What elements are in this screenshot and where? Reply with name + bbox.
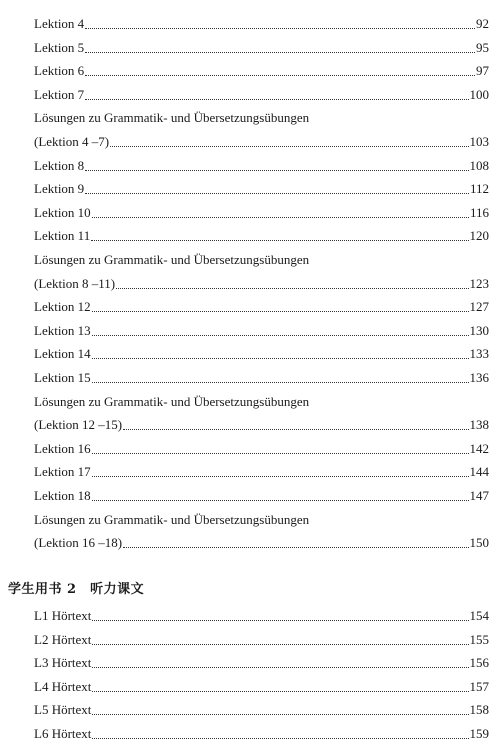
toc-entry-page-number: 123 [469, 275, 489, 291]
toc-entry-label: (Lektion 16 –18) [34, 535, 123, 551]
toc-entry-label: Lektion 11 [34, 228, 91, 244]
toc-entry[interactable] [34, 293, 489, 315]
toc-entry-label: Lektion 10 [34, 204, 91, 220]
toc-entry-label: Lektion 18 [34, 488, 91, 503]
toc-entry-label: Lektion 6 [34, 63, 85, 79]
dot-leader [92, 620, 468, 621]
toc-entry[interactable] [34, 81, 489, 103]
toc-entry-page-number: 150 [469, 535, 489, 551]
dot-leader [91, 240, 468, 241]
dot-leader [92, 500, 469, 501]
toc-entry-page-number: 144 [469, 464, 489, 480]
toc-entry-page-number: 147 [469, 488, 489, 503]
toc-entry[interactable] [34, 222, 489, 244]
dot-leader [123, 429, 468, 430]
dot-leader [92, 217, 469, 218]
toc-entry-page-number: 133 [469, 346, 489, 362]
toc-entry[interactable] [34, 152, 489, 174]
toc-entry[interactable] [34, 128, 489, 150]
dot-leader [92, 358, 469, 359]
toc-entry[interactable] [34, 720, 489, 742]
dot-leader [92, 476, 469, 477]
toc-entry-label: Lektion 4 [34, 16, 85, 31]
section-heading: 学生用书 2 听力课文 [8, 582, 145, 597]
toc-entry-page-number: 95 [476, 39, 489, 55]
dot-leader [85, 170, 468, 171]
toc-entry-page-number: 108 [469, 157, 489, 173]
toc-entry-page-number: 158 [469, 702, 489, 718]
toc-entry-label: Lektion 14 [34, 346, 91, 362]
toc-entry-label: Lösungen zu Grammatik- und Übersetzungsübungen [34, 252, 310, 267]
toc-entry-label: L1 Hörtext [34, 608, 92, 623]
toc-entry-label: Lektion 17 [34, 464, 91, 480]
toc-entry[interactable] [34, 696, 489, 718]
toc-entry[interactable] [34, 317, 489, 339]
dot-leader [92, 691, 468, 692]
dot-leader [92, 311, 469, 312]
dot-leader [92, 644, 468, 645]
dot-leader [85, 75, 475, 76]
dot-leader [92, 382, 469, 383]
dot-leader [85, 99, 468, 100]
toc-entry-label: L6 Hörtext [34, 726, 92, 741]
toc-entry-page-number: 112 [469, 181, 489, 197]
toc-entry-page-number: 120 [469, 228, 489, 244]
toc-entry[interactable] [34, 602, 489, 624]
toc-entry-page-number: 142 [469, 440, 489, 456]
toc-entry-label: Lektion 9 [34, 181, 85, 197]
toc-entry-page-number: 155 [469, 631, 489, 647]
toc-entry-label: Lektion 5 [34, 39, 85, 55]
toc-entry-label: Lösungen zu Grammatik- und Übersetzungsübungen [34, 393, 310, 409]
toc-entry-label: Lektion 8 [34, 157, 85, 173]
dot-leader [85, 28, 475, 29]
toc-entry-page-number: 100 [469, 86, 489, 102]
toc-entry-page-number: 92 [476, 16, 489, 31]
toc-entry-page-number: 136 [469, 370, 489, 385]
toc-entry[interactable] [34, 529, 489, 551]
toc-entry-label: (Lektion 8 –11) [34, 275, 116, 291]
toc-entry[interactable] [34, 626, 489, 648]
toc-entry[interactable] [34, 340, 489, 362]
toc-entry[interactable] [34, 104, 489, 126]
toc-entry-label: Lektion 13 [34, 322, 91, 338]
toc-entry[interactable] [34, 270, 489, 292]
toc-entry-label: L3 Hörtext [34, 655, 92, 671]
toc-entry[interactable] [34, 57, 489, 79]
toc-entry[interactable] [34, 673, 489, 695]
toc-entry-label: Lektion 15 [34, 370, 91, 385]
toc-entry[interactable] [34, 10, 489, 32]
dot-leader [92, 667, 468, 668]
toc-entry[interactable] [34, 34, 489, 56]
toc-entry-label: L2 Hörtext [34, 631, 92, 647]
toc-entry-page-number: 127 [469, 299, 489, 315]
dot-leader [85, 52, 475, 53]
toc-entry-label: Lektion 7 [34, 86, 85, 102]
toc-entry[interactable] [34, 388, 489, 410]
dot-leader [92, 714, 468, 715]
toc-entry[interactable] [34, 458, 489, 480]
dot-leader [110, 146, 468, 147]
toc-entry-label: Lektion 12 [34, 299, 91, 315]
toc-entry-page-number: 103 [469, 134, 489, 149]
toc-entry[interactable] [34, 246, 489, 268]
toc-entry-label: L4 Hörtext [34, 678, 92, 694]
dot-leader [92, 335, 469, 336]
dot-leader [92, 738, 468, 739]
dot-leader [92, 453, 469, 454]
toc-entry-page-number: 156 [469, 655, 489, 671]
toc-entry[interactable] [34, 175, 489, 197]
toc-entry-page-number: 130 [469, 322, 489, 338]
dot-leader [116, 288, 468, 289]
toc-entry[interactable] [34, 649, 489, 671]
toc-entry-page-number: 159 [469, 726, 489, 741]
toc-entry-label: Lösungen zu Grammatik- und Übersetzungsübungen [34, 110, 310, 126]
toc-entry[interactable] [34, 506, 489, 528]
toc-entry-label: (Lektion 4 –7) [34, 134, 110, 149]
toc-entry[interactable] [34, 435, 489, 457]
toc-entry-page-number: 157 [469, 678, 489, 694]
toc-entry-page-number: 154 [469, 608, 489, 623]
toc-entry-page-number: 138 [469, 417, 489, 433]
toc-entry[interactable] [34, 411, 489, 433]
toc-entry-page-number: 116 [469, 204, 489, 220]
toc-entry-label: Lektion 16 [34, 440, 91, 456]
toc-entry-label: (Lektion 12 –15) [34, 417, 123, 433]
toc-entry[interactable] [34, 364, 489, 386]
toc-entry[interactable] [34, 199, 489, 221]
dot-leader [85, 193, 469, 194]
toc-entry-label: Lösungen zu Grammatik- und Übersetzungsübungen [34, 511, 310, 527]
dot-leader [123, 547, 468, 548]
toc-entry-label: L5 Hörtext [34, 702, 92, 718]
toc-entry[interactable] [34, 482, 489, 504]
toc-entry-page-number: 97 [476, 63, 489, 79]
